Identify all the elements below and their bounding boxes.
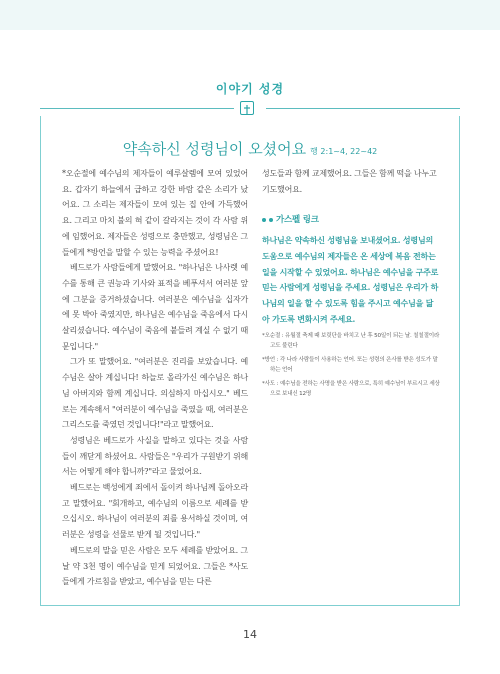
- header-rule-left: [40, 108, 234, 109]
- page-number: 14: [243, 628, 257, 641]
- footnote: *오순절 : 유월절 축제 때 보릿단을 바치고 난 후 50일이 되는 날. 칠칠절이라고도 불린다: [262, 333, 440, 350]
- gospel-link-heading: [262, 213, 440, 229]
- story-title-text: 약속하신 성령님이 오셨어요: [122, 140, 307, 158]
- paragraph: 성도들과 함께 교제했어요. 그들은 함께 떡을 나누고 기도했어요.: [262, 169, 437, 194]
- paragraph: 베드로는 백성에게 죄에서 돌이켜 하나님께 돌아오라고 말했어요. "회개하고, 예수님의 이름으로 세례를 받으십시오. 하나님이 여러분의 죄를 용서하실 것이며, 여러분은 성령을 선물로 받게 될 것입니다.": [62, 483, 248, 540]
- gospel-link-text: 하나님은 약속하신 성령님을 보내셨어요. 성령님의 도움으로 예수님의 제자들은 온 세상에 복음 전하는 일을 시작할 수 있었어요. 하나님은 예수님을 구주로 믿는 사람에게 성령님을 주세요. 성령님은 우리가 하나님의 일을 할 수 있도록 힘을 주시고 예수님을 닮아 가도록 변화시켜 주세요.: [262, 235, 439, 324]
- paragraph: *오순절에 예수님의 제자들이 예루살렘에 모여 있었어요. 갑자기 하늘에서 급하고 강한 바람 같은 소리가 났어요. 그 소리는 제자들이 모여 있는 집 안에 가득했어요. 그리고 마치 불의 혀 같이 갈라지는 것이 각 사람 위에 임했어요. 제자들은 성령으로 충만했고, 성령님은 그들에게 *방언을 말할 수 있는 능력을 주셨어요!: [62, 169, 248, 257]
- story-body-left: [62, 166, 248, 590]
- footnotes: [262, 331, 440, 399]
- section-title: 이야기 성경: [215, 82, 285, 96]
- paragraph: 베드로가 사람들에게 말했어요. "하나님은 나사렛 예수를 통해 큰 권능과 기사와 표적을 베푸셔서 여러분 앞에 그분을 증거하셨습니다. 여러분은 예수님을 십자가에 못 박아 죽였지만, 하나님은 예수님을 죽음에서 다시 살리셨습니다. 예수님이 죽음에 붙들려 계실 수 없기 때문입니다.": [62, 263, 248, 351]
- footnote: *방언 : 각 나라 사람들이 사용하는 언어. 또는 성령의 은사를 받은 성도가 말하는 언어: [262, 357, 438, 374]
- bullet-icon: [269, 218, 273, 222]
- footnote: *사도 : 예수님을 전하는 사명을 받은 사람으로, 특히 예수님이 부르시고 세상으로 보내신 12명: [262, 381, 440, 398]
- story-body-right: [262, 166, 440, 403]
- story-title: [40, 138, 460, 159]
- paragraph: 성령님은 베드로가 사실을 말하고 있다는 것을 사람들이 깨닫게 하셨어요. 사람들은 "우리가 구원받기 위해서는 어떻게 해야 합니까?"라고 물었어요.: [62, 435, 248, 477]
- paragraph: 그가 또 말했어요. "여러분은 진리를 보았습니다. 예수님은 살아 계십니다! 하늘로 올라가신 예수님은 하나님 아버지와 함께 계십니다. 의심하지 마십시오." 베드로는 계속해서 "여러분이 예수님을 죽였을 때, 여러분은 그리스도를 죽였던 것입니다!"라고 말했어요.: [62, 357, 248, 430]
- paragraph: 베드로의 말을 믿은 사람은 모두 세례를 받았어요. 그날 약 3천 명이 예수님을 믿게 되었어요. 그들은 *사도들에게 가르침을 받았고, 예수님을 믿는 다른: [62, 545, 248, 587]
- cross-icon-svg: [241, 103, 255, 117]
- header-rule-right: [266, 108, 460, 109]
- bullet-icon: [262, 218, 266, 222]
- top-band: [0, 0, 500, 30]
- bible-reference: 행 2:1~4, 22~42: [310, 147, 378, 156]
- gospel-link-label: 가스펠 링크: [276, 215, 319, 226]
- cross-icon: [240, 101, 254, 115]
